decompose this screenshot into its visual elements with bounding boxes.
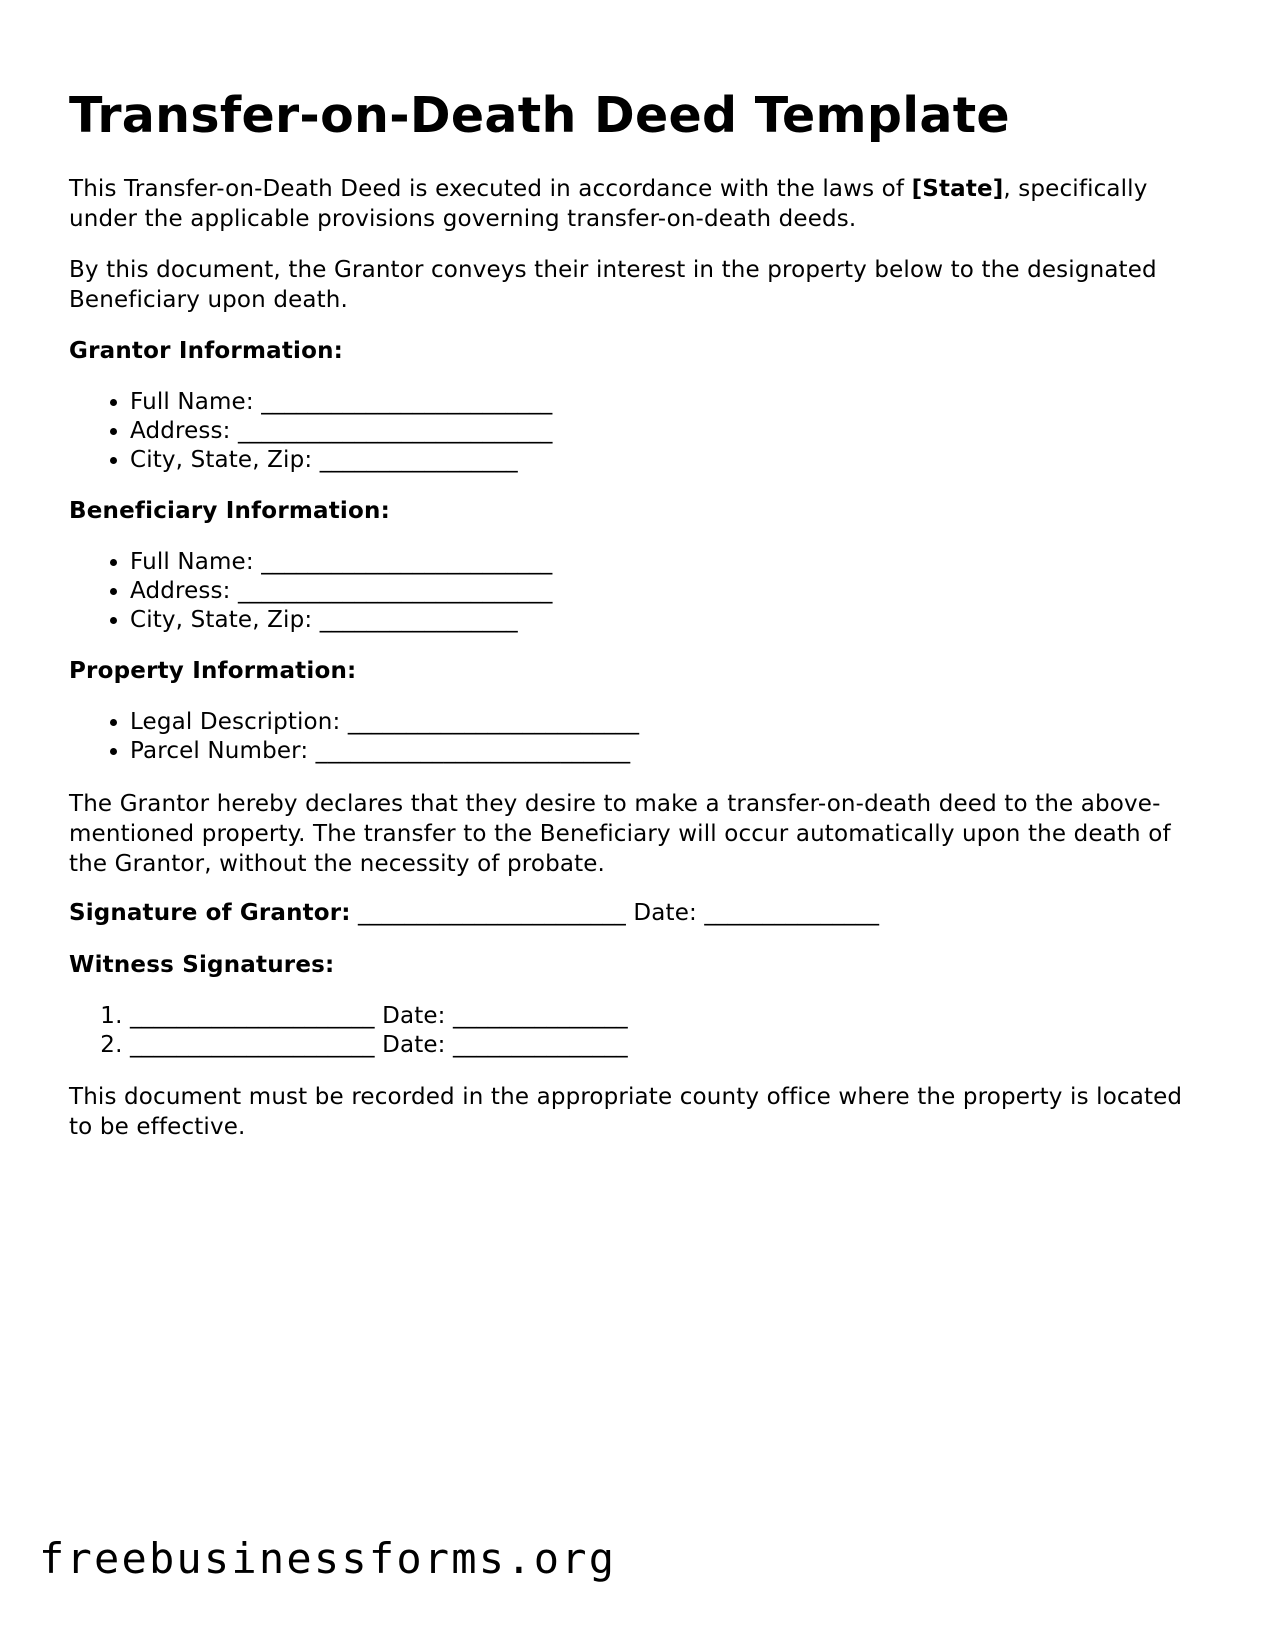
beneficiary-heading: Beneficiary Information: [69, 498, 390, 524]
site-watermark: freebusinessforms.org [39, 1534, 617, 1583]
grantor-signature-line [69, 898, 879, 928]
document-title: Transfer-on-Death Deed Template [69, 87, 1010, 144]
grantor-heading: Grantor Information: [69, 338, 344, 364]
grantor-full-name-field: • Full Name: _________________________ [130, 388, 553, 417]
grantor-signature-blank: _______________________ Date: _______________ [350, 900, 880, 926]
beneficiary-full-name-field: • Full Name: _________________________ [130, 548, 553, 577]
state-placeholder: [State] [911, 176, 1004, 202]
legal-description-field: • Legal Description: _________________________ [130, 708, 639, 737]
beneficiary-address-field: • Address: ___________________________ [130, 577, 553, 606]
parcel-number-field: • Parcel Number: ___________________________ [130, 737, 639, 766]
witness-signature-list [69, 1002, 628, 1060]
declaration-paragraph: The Grantor hereby declares that they desire to make a transfer-on-death deed to the above-mentioned property. The transfer to the Beneficiary will occur automatically upon the death of the Grantor, without the necessity of probate. [69, 791, 1171, 877]
grantor-address-field: • Address: ___________________________ [130, 417, 553, 446]
witness-signature-2: 2. _____________________ Date: _______________ [130, 1031, 628, 1060]
intro-text-after: , specifically under the applicable provisions governing transfer-on-death deeds. [69, 176, 1148, 232]
intro-text-before: This Transfer-on-Death Deed is executed in accordance with the laws of [69, 176, 912, 202]
beneficiary-city-state-zip-field: • City, State, Zip: _________________ [130, 606, 553, 635]
recording-note: This document must be recorded in the appropriate county office where the property is located to be effective. [69, 1084, 1183, 1140]
conveyance-paragraph: By this document, the Grantor conveys their interest in the property below to the designated Beneficiary upon death. [69, 257, 1157, 313]
witness-heading: Witness Signatures: [69, 952, 335, 978]
beneficiary-fields [69, 548, 553, 635]
witness-signature-1: 1. _____________________ Date: _______________ [130, 1002, 628, 1031]
grantor-signature-label: Signature of Grantor: [69, 900, 351, 926]
intro-paragraph [69, 174, 1199, 234]
grantor-city-state-zip-field: • City, State, Zip: _________________ [130, 446, 553, 475]
grantor-fields [69, 388, 553, 475]
property-fields [69, 708, 639, 766]
property-heading: Property Information: [69, 658, 357, 684]
